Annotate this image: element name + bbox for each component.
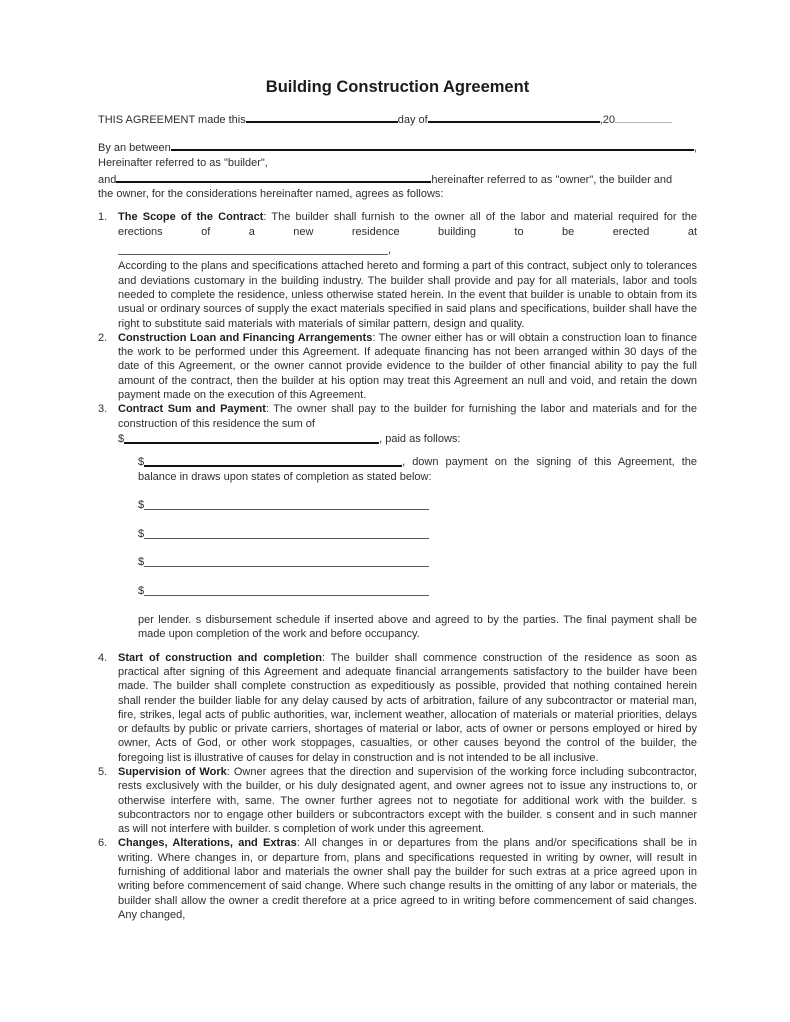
by-between-comma: , <box>693 142 697 155</box>
currency-symbol: $ <box>138 456 145 469</box>
by-between-label: By an between <box>98 142 171 155</box>
down-payment-line <box>138 454 697 484</box>
site-address-row <box>118 243 697 257</box>
site-address-comma: , <box>388 244 392 257</box>
lender-disbursement-note: per lender. s disbursement schedule if inserted above and agreed to by the parties. The final payment shall be made upon completion of the work and before occupancy. <box>138 614 697 641</box>
clause-body: : All changes in or departures from the plans and/or specifications shall be in writing. Where changes in, or departure from, plans and specifications requested in writing by owner, will result in furnishing of additional labor and materials the owner shall pay the builder for such extras at a price agreed upon in writing before commencement of said change. Where such change results in the omitting of any labor or materials, the builder shall allow the owner a credit therefore at a price agreed to in writing before commencement of said changes. Any changed, <box>118 837 697 921</box>
clause-heading: The Scope of the Contract <box>118 211 264 224</box>
draw-amount-blank <box>144 527 429 539</box>
clause-body-paragraph <box>118 331 697 402</box>
clause-number: 2. <box>98 331 108 344</box>
clause-number: 4. <box>98 651 108 664</box>
clause-lead-paragraph <box>118 210 697 239</box>
draw-amount-blank <box>144 584 429 596</box>
clause-body-paragraph <box>118 765 697 836</box>
clause-start-completion <box>98 651 697 765</box>
date-day-blank <box>246 110 398 123</box>
clause-number: 6. <box>98 837 108 850</box>
by-between-line <box>98 138 697 155</box>
builder-name-blank <box>171 138 694 151</box>
draw-amount-blank <box>144 555 429 567</box>
day-of-label: day of <box>397 114 428 126</box>
clause-content <box>118 331 697 402</box>
clause-body: : Owner agrees that the direction and supervision of the working force including subcontractor, rests exclusively with the builder, or his duly designated agent, and owner agrees not to issue any instructions to, or otherwise interfere with, same. The owner further agrees not to negotiate for additional work with the builder. s subcontractors nor to engage other builders or subcontractors except with the builder. s consent and in such manner as will not interfere with builder. s completion of work under this agreement. <box>118 765 697 836</box>
owner-line <box>98 170 697 187</box>
clause-body-paragraph <box>118 402 697 431</box>
clause-body: : The builder shall commence construction of the residence as soon as practical after signing of this Agreement and adequate financial arrangements satisfactory to the builder have been made. The builder shall complete construction as expeditiously as possible, provided that nothing contained herein shall render the builder liable for any delay caused by acts of arbitration, failure of any subcontractor or material man, fire, strikes, legal acts of public authorities, war, inclement weather, allocation of materials or material priorities, delays or defaults by public or private carriers, shortages of material or labor, acts of owner or persons employed or hired by owner, Acts of God, or other work stoppages, casualties, or other causes beyond the control of the builder, the foregoing list is illustrative of causes for delay in construction and is not intended to be all inclusive. <box>118 651 697 764</box>
clause-scope <box>98 210 697 330</box>
currency-symbol: $ <box>138 498 145 511</box>
clause-number: 1. <box>98 211 108 224</box>
clause-content <box>118 210 697 330</box>
clause-content <box>118 651 697 765</box>
contract-sum-blank <box>124 431 379 444</box>
currency-symbol: $ <box>138 527 145 540</box>
agreement-date-line <box>98 110 697 127</box>
down-payment-blank <box>144 454 402 467</box>
clause-number: 3. <box>98 403 108 416</box>
year-prefix-label: ,20 <box>599 114 615 126</box>
clause-content <box>118 765 697 836</box>
owner-name-blank <box>116 170 431 183</box>
date-month-blank <box>428 110 600 123</box>
payment-schedule-block <box>138 454 697 641</box>
site-address-blank <box>118 243 388 255</box>
clause-list-continued <box>98 651 697 923</box>
clause-heading: Start of construction and completion <box>118 651 322 664</box>
clause-body: : The owner either has or will obtain a construction loan to finance the work to be performed under this Agreement. If adequate financing has not been arranged within 30 days of the date of this Agreement, or the owner cannot provide evidence to the builder of other financial ability to pay the full amount of the contract, then the builder at his option may treat this Agreement an null and void, and retain the down payment made on the execution of this Agreement. <box>118 331 698 402</box>
draw-amount-row <box>138 584 697 598</box>
draw-amount-row <box>138 527 697 541</box>
contract-sum-row <box>118 431 697 446</box>
clause-heading: Construction Loan and Financing Arrangements <box>118 331 373 344</box>
currency-symbol: $ <box>138 585 145 598</box>
clause-body: : The owner shall pay to the builder for furnishing the labor and materials and for the construction of this residence the sum of <box>118 403 697 430</box>
intro-closing-line: the owner, for the considerations hereinafter named, agrees as follows: <box>98 188 444 201</box>
paid-as-follows-label: , paid as follows: <box>379 432 461 445</box>
clause-content <box>118 402 697 446</box>
draw-amount-list <box>138 498 697 599</box>
currency-symbol: $ <box>138 556 145 569</box>
builder-reference-line: Hereinafter referred to as "builder", <box>98 156 268 169</box>
clause-changes-extras <box>98 836 697 922</box>
owner-reference-label: hereinafter referred to as "owner", the builder and <box>431 173 673 186</box>
clause-body-paragraph <box>118 651 697 765</box>
draw-amount-row <box>138 498 697 512</box>
clause-content <box>118 836 697 922</box>
document-title: Building Construction Agreement <box>265 78 530 96</box>
clause-heading: Supervision of Work <box>118 765 227 778</box>
clause-supervision <box>98 765 697 836</box>
clause-heading: Contract Sum and Payment <box>118 403 266 416</box>
clause-lead-text: : The builder shall furnish to the owner all of the labor and material required for the erections of a new residence building to be erected at <box>118 211 697 238</box>
clause-contract-sum <box>98 402 697 446</box>
draw-amount-blank <box>144 498 429 510</box>
clause-financing <box>98 331 697 402</box>
clause-list <box>98 210 697 922</box>
clause-number: 5. <box>98 765 108 778</box>
date-year-blank <box>615 111 672 123</box>
down-payment-text: , down payment on the signing of this Agreement, the balance in draws upon states of completion as stated below: <box>138 456 697 483</box>
agreement-date-prefix: THIS AGREEMENT made this <box>98 114 246 126</box>
clause-body-paragraph <box>118 836 697 922</box>
currency-symbol: $ <box>118 432 125 445</box>
draw-amount-row <box>138 555 697 569</box>
and-label: and <box>98 173 117 186</box>
clause-heading: Changes, Alterations, and Extras <box>118 837 297 850</box>
clause-body: According to the plans and specifications attached hereto and forming a part of this contract, subject only to tolerances and deviations customary in the building industry. The builder shall provide and pay for all materials, labor and tools needed to complete the residence, unless otherwise stated herein. In the event that builder is unable to obtain from its usual or ordinary sources of supply the exact materials specified in said plans and specifications, builder shall have the right to substitute said materials with materials of similar pattern, design and quality. <box>118 260 697 330</box>
